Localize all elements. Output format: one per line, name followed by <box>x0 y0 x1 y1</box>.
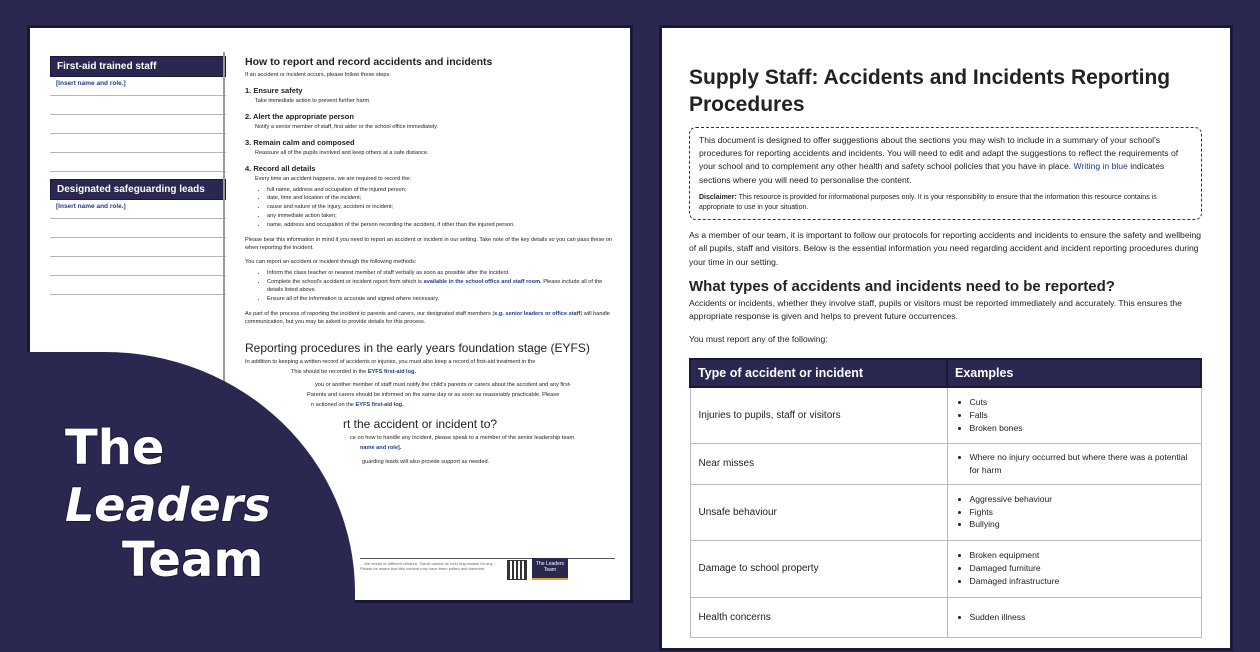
eyfs-text: you or another member of staff must notify the child's parents or carers about the accident and any first- <box>315 381 572 388</box>
example-item: • Cuts <box>970 396 1193 409</box>
table-row <box>690 484 1201 540</box>
parents-text: As part of the process of reporting the incident to parents and carers, our designated staff members (e.g. senior leaders or office staff) will handle communication, but you may be asked to provide details for this process. <box>245 311 610 326</box>
examples-cell <box>947 387 1201 443</box>
sidebar-row <box>50 238 226 257</box>
example-item: • Damaged infrastructure <box>970 575 1193 588</box>
table-row <box>690 540 1201 597</box>
must-report-text: You must report any of the following: <box>689 333 828 344</box>
table-row <box>690 443 1201 484</box>
sidebar-row: [Insert name and role.] <box>50 77 226 96</box>
record-item: • full name, address and occupation of the injured person; <box>267 186 617 195</box>
who-heading: rt the accident or incident to? <box>343 417 498 432</box>
qr-code-icon <box>507 560 527 580</box>
step-title: 3. Remain calm and composed <box>245 138 355 148</box>
table-header-type: Type of accident or incident <box>690 359 947 387</box>
step-text: Reassure all of the pupils involved and keep others at a safe distance. <box>255 150 429 157</box>
bear-in-mind-text: Please bear this information in mind if you need to report an accident or incident in our setting. Take note of the key details so you can pass these on when reporting the incident. <box>245 237 613 252</box>
step-title: 2. Alert the appropriate person <box>245 112 354 122</box>
sidebar-heading: First-aid trained staff <box>50 56 226 77</box>
intro-paragraph: As a member of our team, it is important to follow our protocols for reporting accidents and incidents to ensure the safety and wellbeing of all pupils, staff and visitors. Below is the essential information you need regarding accident and incident reporting procedures during your time in our setting. <box>689 230 1202 267</box>
record-item: • date, time and location of the incident; <box>267 194 617 203</box>
step-title: 4. Record all details <box>245 164 316 174</box>
examples-cell <box>947 484 1201 540</box>
example-item: • Fights <box>970 506 1193 519</box>
reporting-guidance <box>245 56 617 468</box>
section-heading: What types of accidents and incidents need to be reported? <box>689 278 1115 296</box>
record-item: • cause and nature of the injury, accident or incident; <box>267 203 617 212</box>
table-row <box>690 387 1201 443</box>
document-title: Supply Staff: Accidents and Incidents Reporting Procedures <box>689 66 1171 117</box>
step-title: 1. Ensure safety <box>245 86 303 96</box>
sidebar-row <box>50 96 226 115</box>
sidebar-heading: Designated safeguarding leads <box>50 179 226 200</box>
examples-cell <box>947 540 1201 597</box>
method-item: • Ensure all of the information is accurate and signed where necessary. <box>267 295 617 304</box>
method-item: • Inform the class teacher or nearest member of staff verbally as soon as possible after the incident. <box>267 269 617 278</box>
brand-word-leaders: Leaders <box>65 478 271 532</box>
sidebar-row <box>50 134 226 153</box>
eyfs-text: Parents and carers should be informed on the same day or as soon as reasonably practicable. Please <box>307 391 560 398</box>
sidebar-row <box>50 153 226 172</box>
sidebar-block <box>50 179 226 295</box>
sidebar-row <box>50 219 226 238</box>
table-header-examples: Examples <box>947 359 1201 387</box>
brand-word-team: Team <box>122 532 264 588</box>
methods-list <box>255 269 617 305</box>
record-item: • any immediate action taken; <box>267 212 617 221</box>
accident-type-cell: Injuries to pupils, staff or visitors <box>690 387 947 443</box>
eyfs-text: n actioned on the EYFS first-aid log. <box>311 401 404 408</box>
section-paragraph: Accidents or incidents, whether they involve staff, pupils or visitors must be reported immediately and accurately. This ensures the appropriate response is given and helps to prevent future occurrences. <box>689 298 1182 322</box>
method-link: available in the school office and staff room. <box>423 278 542 285</box>
writing-in-blue-label: Writing in blue <box>1073 161 1128 172</box>
table-row <box>690 597 1201 637</box>
footer-note: ... the needs of different children. Twinkl cannot be held responsible for any ... Please be aware that this content may have been edited and therefore <box>360 561 498 571</box>
who-text: ce on how to handle any incident, please speak to a member of the senior leadership team <box>350 435 575 442</box>
guidance-heading: How to report and record accidents and incidents <box>245 56 493 68</box>
record-details-list <box>255 186 617 231</box>
step-text: Notify a senior member of staff, first aider or the school office immediately. <box>255 124 439 131</box>
who-text: name and role]. <box>360 445 402 452</box>
example-item: • Damaged furniture <box>970 562 1193 575</box>
examples-cell <box>947 443 1201 484</box>
methods-intro: You can report an accident or incident through the following methods: <box>245 259 417 266</box>
method-item: • Complete the school's accident or incident report form which is available in the school office and staff room. Please include all of the details listed above. <box>267 278 617 296</box>
page-footer <box>360 558 615 571</box>
guidance-note-box <box>689 127 1202 221</box>
record-item: • name, address and occupation of the person recording the accident, if other than the injured person. <box>267 221 617 230</box>
accident-type-cell: Health concerns <box>690 597 947 637</box>
eyfs-text: In addition to keeping a written record of accidents or injuries, you must also keep a record of first-aid treatment in the <box>245 358 536 365</box>
examples-cell <box>947 597 1201 637</box>
sidebar-block <box>50 56 226 172</box>
example-item: • Sudden illness <box>970 611 1193 624</box>
step-text: Every time an accident happens, we are required to record the: <box>255 176 412 183</box>
step-text: Take immediate action to prevent further harm. <box>255 98 371 105</box>
right-document-page <box>662 28 1230 648</box>
accident-type-cell: Unsafe behaviour <box>690 484 947 540</box>
guidance-intro: If an accident or incident occurs, please follow these steps: <box>245 72 391 78</box>
accident-type-cell: Damage to school property <box>690 540 947 597</box>
sidebar-row <box>50 257 226 276</box>
example-item: • Falls <box>970 409 1193 422</box>
footer-logo: The Leaders Team <box>532 558 568 580</box>
who-text: guarding leads will also provide support as needed. <box>362 459 490 466</box>
example-item: • Where no injury occurred but where there was a potential for harm <box>970 451 1193 477</box>
example-item: • Aggressive behaviour <box>970 493 1193 506</box>
disclaimer-text: Disclaimer: This resource is provided for informational purposes only. It is your responsibility to ensure that the information this resource contains is appropriate to use in your situation. <box>699 193 1157 211</box>
accident-types-table <box>689 358 1202 638</box>
accident-type-cell: Near misses <box>690 443 947 484</box>
brand-word-the: The <box>65 420 165 476</box>
sidebar-row <box>50 115 226 134</box>
eyfs-text: This should be recorded in the EYFS first-aid log. <box>291 368 416 375</box>
example-item: • Broken equipment <box>970 549 1193 562</box>
sidebar-row: [Insert name and role.] <box>50 200 226 219</box>
column-divider <box>223 52 225 387</box>
eyfs-heading: Reporting procedures in the early years foundation stage (EYFS) <box>245 340 590 355</box>
staff-contacts-sidebar <box>50 56 226 302</box>
note-text: This document is designed to offer suggestions about the sections you may wish to include in a summary of your school's procedures for reporting accidents and incidents. You will need to edit and adapt the suggestions to reflect the requirements of your school and to complement any other health and safety school policies that you have in place. Writing in blue indicates sections where you will need to personalise the content. <box>699 134 1179 185</box>
example-item: • Bullying <box>970 518 1193 531</box>
example-item: • Broken bones <box>970 422 1193 435</box>
sidebar-row <box>50 276 226 295</box>
